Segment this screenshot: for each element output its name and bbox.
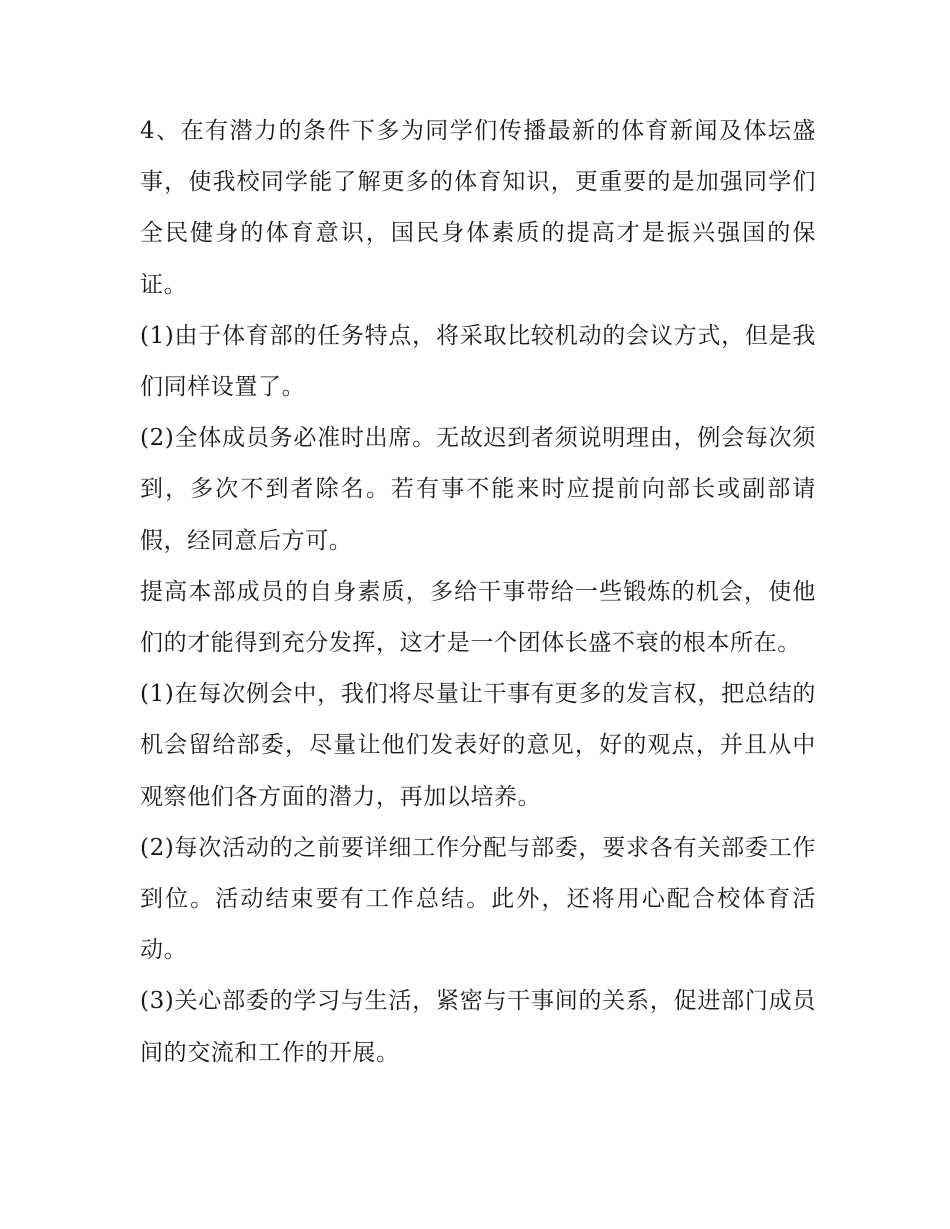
paragraph-activity-planning: (2)每次活动的之前要详细工作分配与部委，要求各有关部委工作到位。活动结束要有工作总结。此外，还将用心配合校体育活动。 <box>140 834 816 964</box>
paragraph-member-quality: 提高本部成员的自身素质，多给干事带给一些锻炼的机会，使他们的才能得到充分发挥，这才是一个团体长盛不衰的根本所在。 <box>140 578 816 657</box>
paragraph-item-4: 4、在有潜力的条件下多为同学们传播最新的体育新闻及体坛盛事，使我校同学能了解更多的体育知识，更重要的是加强同学们全民健身的体育意识，国民身体素质的提高才是振兴强国的保证。 <box>140 118 816 298</box>
paragraph-attendance-rules: (2)全体成员务必准时出席。无故迟到者须说明理由，例会每次须到，多次不到者除名。若有事不能来时应提前向部长或副部请假，经同意后方可。 <box>140 425 816 554</box>
paragraph-meeting-method: (1)由于体育部的任务特点，将采取比较机动的会议方式，但是我们同样设置了。 <box>140 322 816 401</box>
paragraph-meeting-speaking: (1)在每次例会中，我们将尽量让干事有更多的发言权，把总结的机会留给部委，尽量让他们发表好的意见，好的观点，并且从中观察他们各方面的潜力，再加以培养。 <box>140 681 816 810</box>
paragraph-member-care: (3)关心部委的学习与生活，紧密与干事间的关系，促进部门成员间的交流和工作的开展。 <box>140 988 816 1066</box>
document-body <box>140 106 816 1079</box>
